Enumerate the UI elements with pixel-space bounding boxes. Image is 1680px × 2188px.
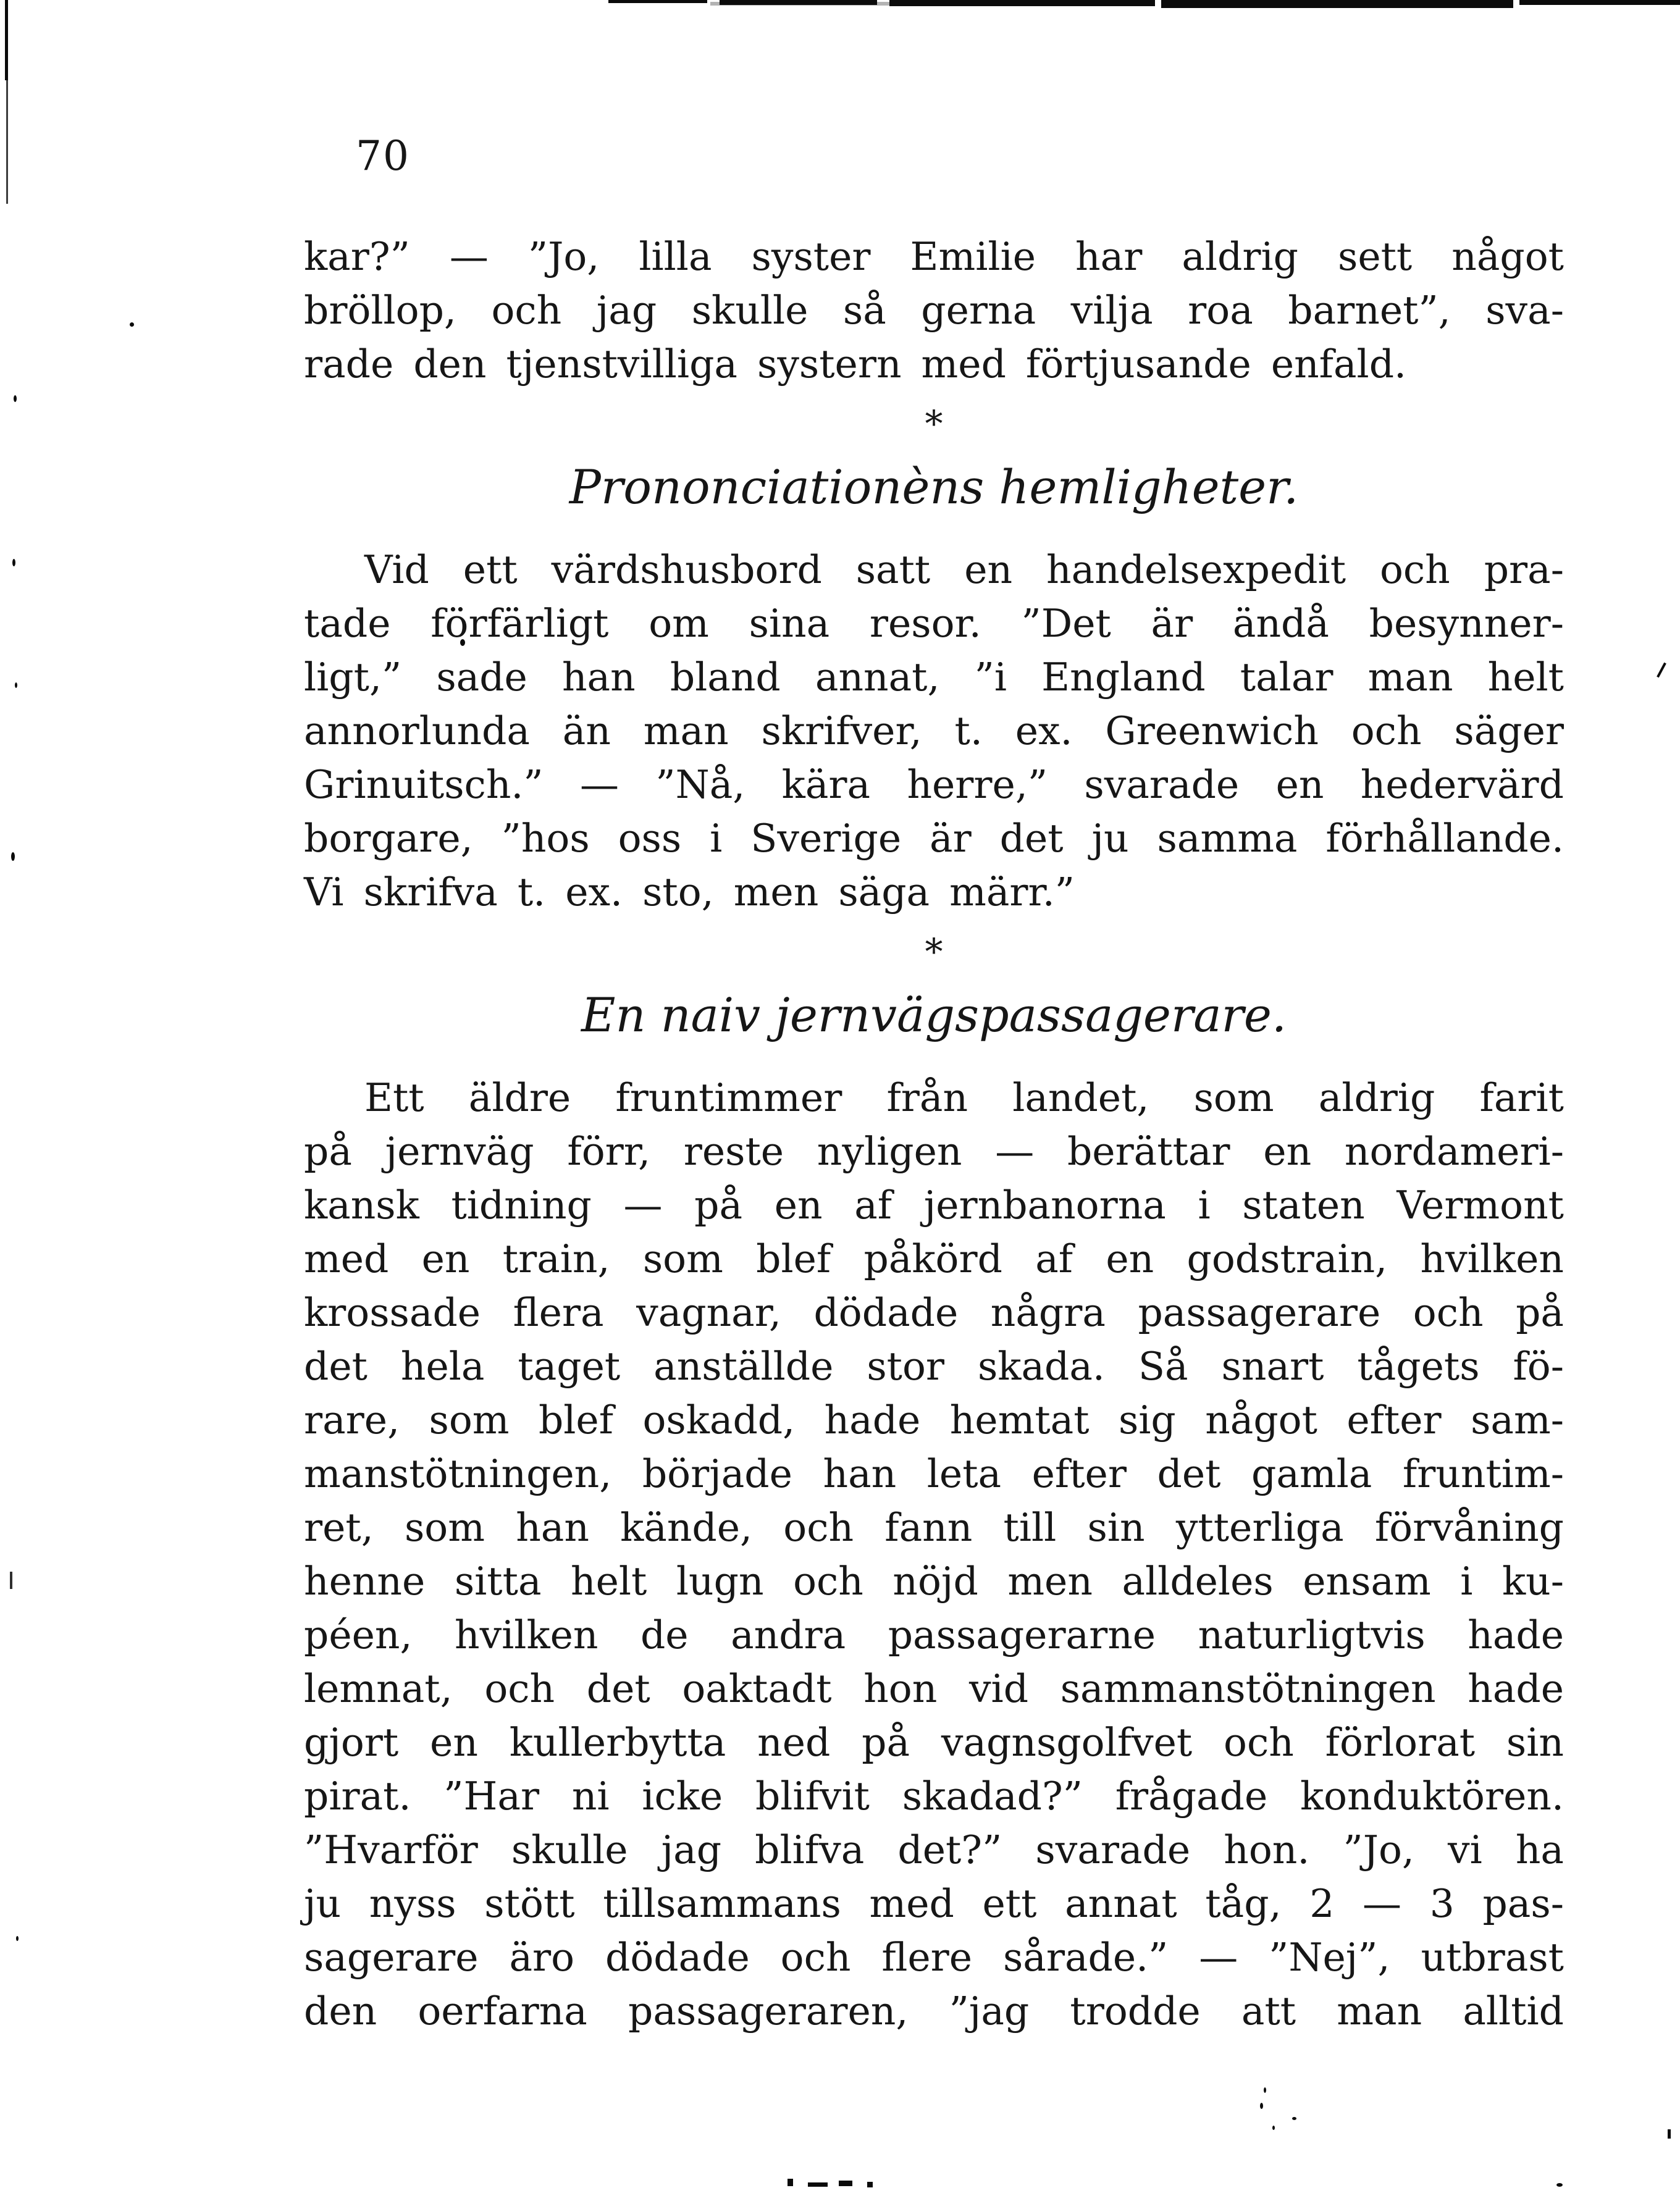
paragraph: [304, 1071, 1564, 2038]
text-line: det hela taget anställde stor skada. Så snart tågets fö-: [304, 1344, 1564, 1389]
text-line: med en train, som blef påkörd af en godstrain, hvilken: [304, 1236, 1564, 1281]
text-line: Ett äldre fruntimmer från landet, som aldrig farit: [364, 1075, 1564, 1120]
scan-artifact-bottom-mark: [839, 2181, 852, 2186]
paragraph: [304, 543, 1564, 919]
scan-artifact-speck: [1264, 2087, 1266, 2093]
text-line: ju nyss stött tillsammans med ett annat tåg, 2 — 3 pas-: [304, 1881, 1564, 1926]
scan-artifact-bottom-mark: [867, 2182, 873, 2187]
scan-artifact-speck: [16, 1936, 19, 1941]
scan-artifact-bottom-mark: [788, 2179, 793, 2186]
text-line: krossade flera vagnar, dödade några passagerare och på: [304, 1290, 1564, 1335]
text-line: den oerfarna passageraren, ”jag trodde att man alltid: [304, 1989, 1564, 2034]
text-line: ”Hvarför skulle jag blifva det?” svarade hon. ”Jo, vi ha: [304, 1827, 1564, 1872]
text-line: ligt,” sade han bland annat, ”i England talar man helt: [304, 655, 1564, 700]
text-line: på jernväg förr, reste nyligen — berättar en nordameri-: [304, 1129, 1564, 1174]
section-separator-asterisk: *: [925, 403, 943, 445]
text-line: sagerare äro dödade och flere sårade.” — ”Nej”, utbrast: [304, 1935, 1564, 1980]
text-line: Vid ett värdshusbord satt en handelsexpedit och pra-: [364, 547, 1564, 592]
text-line: péen, hvilken de andra passagerarne naturligtvis hade: [304, 1612, 1564, 1658]
scan-artifact-bottom-mark: [808, 2182, 828, 2187]
text-line: tade förfärligt om sina resor. ”Det är ändå besynner-: [304, 601, 1564, 646]
scan-artifact-speck: [130, 322, 134, 327]
text-line: gjort en kullerbytta ned på vagnsgolfvet och förlorat sin: [304, 1720, 1564, 1765]
scan-artifact-left-line: [6, 80, 8, 204]
scan-artifact-top-band: [1519, 0, 1680, 5]
text-line: kansk tidning — på en af jernbanorna i staten Vermont: [304, 1183, 1564, 1228]
section-separator-asterisk: *: [925, 931, 943, 973]
text-line: lemnat, och det oaktadt hon vid sammanstötningen hade: [304, 1666, 1564, 1711]
text-line: bröllop, och jag skulle så gerna vilja roa barnet”, sva-: [304, 288, 1564, 333]
text-block: [304, 230, 1564, 2038]
paragraph: [304, 230, 1564, 391]
scan-artifact-speck: [1292, 2117, 1296, 2120]
scan-artifact-bottom-mark: [1556, 2183, 1563, 2187]
text-line: Grinuitsch.” — ”Nå, kära herre,” svarade en hedervärd: [304, 762, 1564, 807]
scan-artifact-speck: [14, 395, 17, 402]
text-line: Vi skrifva t. ex. sto, men säga märr.”: [304, 870, 1075, 915]
text-line: pirat. ”Har ni icke blifvit skadad?” frågade konduktören.: [304, 1774, 1564, 1819]
text-line: kar?” — ”Jo, lilla syster Emilie har aldrig sett något: [304, 234, 1564, 279]
page-number: 70: [356, 132, 410, 180]
text-line: ret, som han kände, och fann till sin ytterliga förvåning: [304, 1505, 1564, 1550]
text-line: rare, som blef oskadd, hade hemtat sig något efter sam-: [304, 1398, 1564, 1443]
scan-artifact-speck: [11, 852, 15, 861]
scan-artifact-top-band: [1161, 0, 1513, 8]
scan-artifact-speck: [15, 682, 17, 688]
text-line: manstötningen, började han leta efter det gamla fruntim-: [304, 1451, 1564, 1496]
scan-artifact-top-band: [889, 0, 1155, 6]
scan-artifact-speck: [1272, 2126, 1275, 2130]
scan-artifact-speck: [1260, 2103, 1263, 2109]
scan-artifact-speck: [1657, 663, 1666, 678]
text-line: rade den tjenstvilliga systern med förtjusande enfald.: [304, 342, 1407, 387]
scan-artifact-speck: [12, 559, 15, 566]
text-line: annorlunda än man skrifver, t. ex. Greenwich och säger: [304, 708, 1564, 753]
text-line: henne sitta helt lugn och nöjd men alldeles ensam i ku-: [304, 1559, 1564, 1604]
scan-artifact-top-band: [608, 0, 707, 3]
story-heading: En naiv jernvägspassagerare.: [581, 987, 1287, 1042]
scan-artifact-top-band: [720, 0, 877, 5]
text-line: borgare, ”hos oss i Sverige är det ju samma förhållande.: [304, 816, 1564, 861]
scan-artifact-left-line: [5, 0, 8, 80]
scan-artifact-speck: [10, 1572, 12, 1589]
scan-artifact-speck: [1668, 2129, 1671, 2139]
story-heading: Prononciationèns hemligheter.: [569, 459, 1299, 514]
